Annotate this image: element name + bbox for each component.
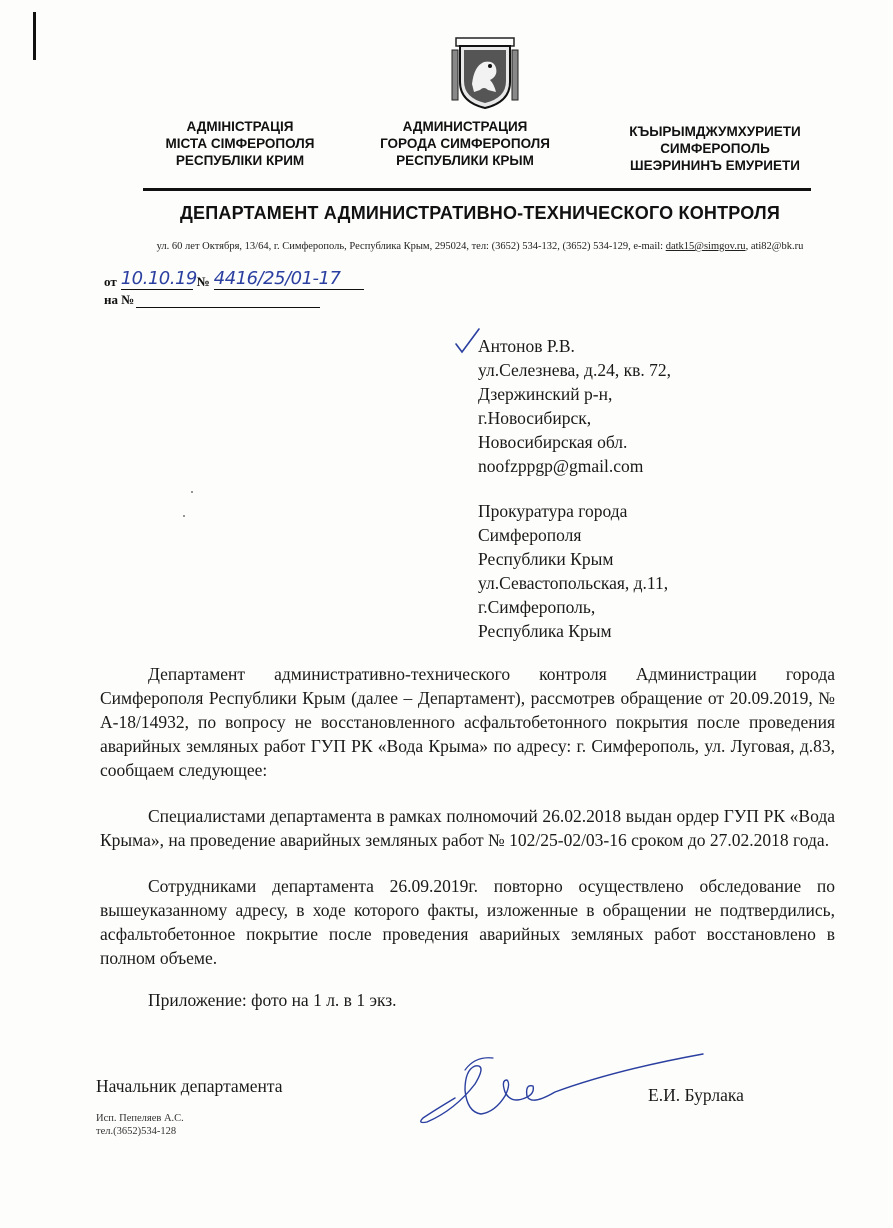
coat-of-arms-emblem [450,36,520,110]
recipient-line: г.Новосибирск, [478,408,592,428]
header-admin-ru [360,118,570,169]
signer-title: Начальник департамента [96,1076,283,1096]
recipient-line: Дзержинский р-н, [478,384,613,404]
department-title: ДЕПАРТАМЕНТ АДМИНИСТРАТИВНО-ТЕХНИЧЕСКОГО КОНТРОЛЯ [180,203,780,223]
header-line: РЕСПУБЛИКИ КРЫМ [396,153,534,168]
header-line: АДМИНИСТРАЦИЯ [402,119,528,134]
address-text: ул. 60 лет Октября, 13/64, г. Симферополь, Республика Крым, 295024, тел: (3652) 534-132, (3652) 534-129, e-mail: [156,241,666,252]
annex-line: Приложение: фото на 1 л. в 1 экз. [148,990,397,1010]
body-paragraph-2 [100,804,835,852]
executor-info [96,1112,184,1138]
recipient-line: ул.Севастопольская, д.11, [478,573,669,593]
reference-label: на № [104,292,135,307]
header-line: РЕСПУБЛІКИ КРИМ [175,153,305,168]
signer-name: Е.И. Бурлака [648,1085,744,1105]
number-label: № [196,274,210,289]
registration-date: 10.10.19 [120,268,197,289]
body-paragraph-1 [100,662,835,782]
recipient-line: Республика Крым [478,621,612,641]
reference-blank [136,293,320,308]
header-divider [143,188,811,191]
paragraph-text: Департамент административно-технического контроля Администрации города Симферополя Республики Крым (далее – Департамент), рассмотрев обращение от 20.09.2019, № А-18/14932, по вопросу не восстановленного асфальтобетонного покрытия после проведения аварийных земляных работ ГУП РК «Вода Крыма» по адресу: г. Симферополь, ул. Луговая, д.83, сообщаем следующее: [100,664,835,780]
recipient-email: noofzppgp@gmail.com [478,456,644,476]
executor-name: Исп. Пепеляев А.С. [96,1113,184,1124]
recipient-line: Новосибирская обл. [478,432,628,452]
recipient-line: г.Симферополь, [478,597,596,617]
recipient-block-2 [478,499,668,643]
department-address [110,241,850,252]
scan-speck [191,491,193,493]
header-line: МІСТА СІМФЕРОПОЛЯ [165,136,315,151]
email-link[interactable]: datk15@simgov.ru [665,241,746,252]
recipient-line: ул.Селезнева, д.24, кв. 72, [478,360,671,380]
recipient-line: Республики Крым [478,549,614,569]
header-line: СИМФЕРОПОЛЬ [660,141,770,156]
registration-number: 4416/25/01-17 [213,268,341,289]
recipient-line: Антонов Р.В. [478,336,575,356]
recipient-line: Прокуратура города [478,501,628,521]
header-line: ШЕЭРИНИНЪ ЕМУРИЕТИ [630,158,800,173]
header-line: ГОРОДА СИМФЕРОПОЛЯ [380,136,550,151]
executor-phone: тел.(3652)534-128 [96,1126,177,1137]
registration-block [104,268,364,308]
paragraph-text: Сотрудниками департамента 26.09.2019г. повторно осуществлено обследование по вышеуказанному адресу, в ходе которого факты, изложенные в обращении не подтвердились, асфальтобетонное покрытие после проведения аварийных земляных работ восстановлено в полном объеме. [100,876,835,968]
header-line: КЪЫРЫМДЖУМХУРИЕТИ [629,124,801,139]
paragraph-text: Специалистами департамента в рамках полномочий 26.02.2018 выдан ордер ГУП РК «Вода Крыма», на проведение аварийных земляных работ № 102/25-02/03-16 сроком до 27.02.2018 года. [100,806,835,850]
from-label: от [104,274,117,289]
recipient-line: Симферополя [478,525,582,545]
scan-speck [183,515,185,517]
recipient-block-1 [478,334,671,478]
address-email-2: , ati82@bk.ru [745,241,804,252]
header-admin-ua [140,118,340,169]
margin-mark [33,12,36,60]
body-paragraph-3 [100,874,835,970]
header-line: АДМІНІСТРАЦІЯ [186,119,294,134]
header-admin-crh [600,123,830,174]
